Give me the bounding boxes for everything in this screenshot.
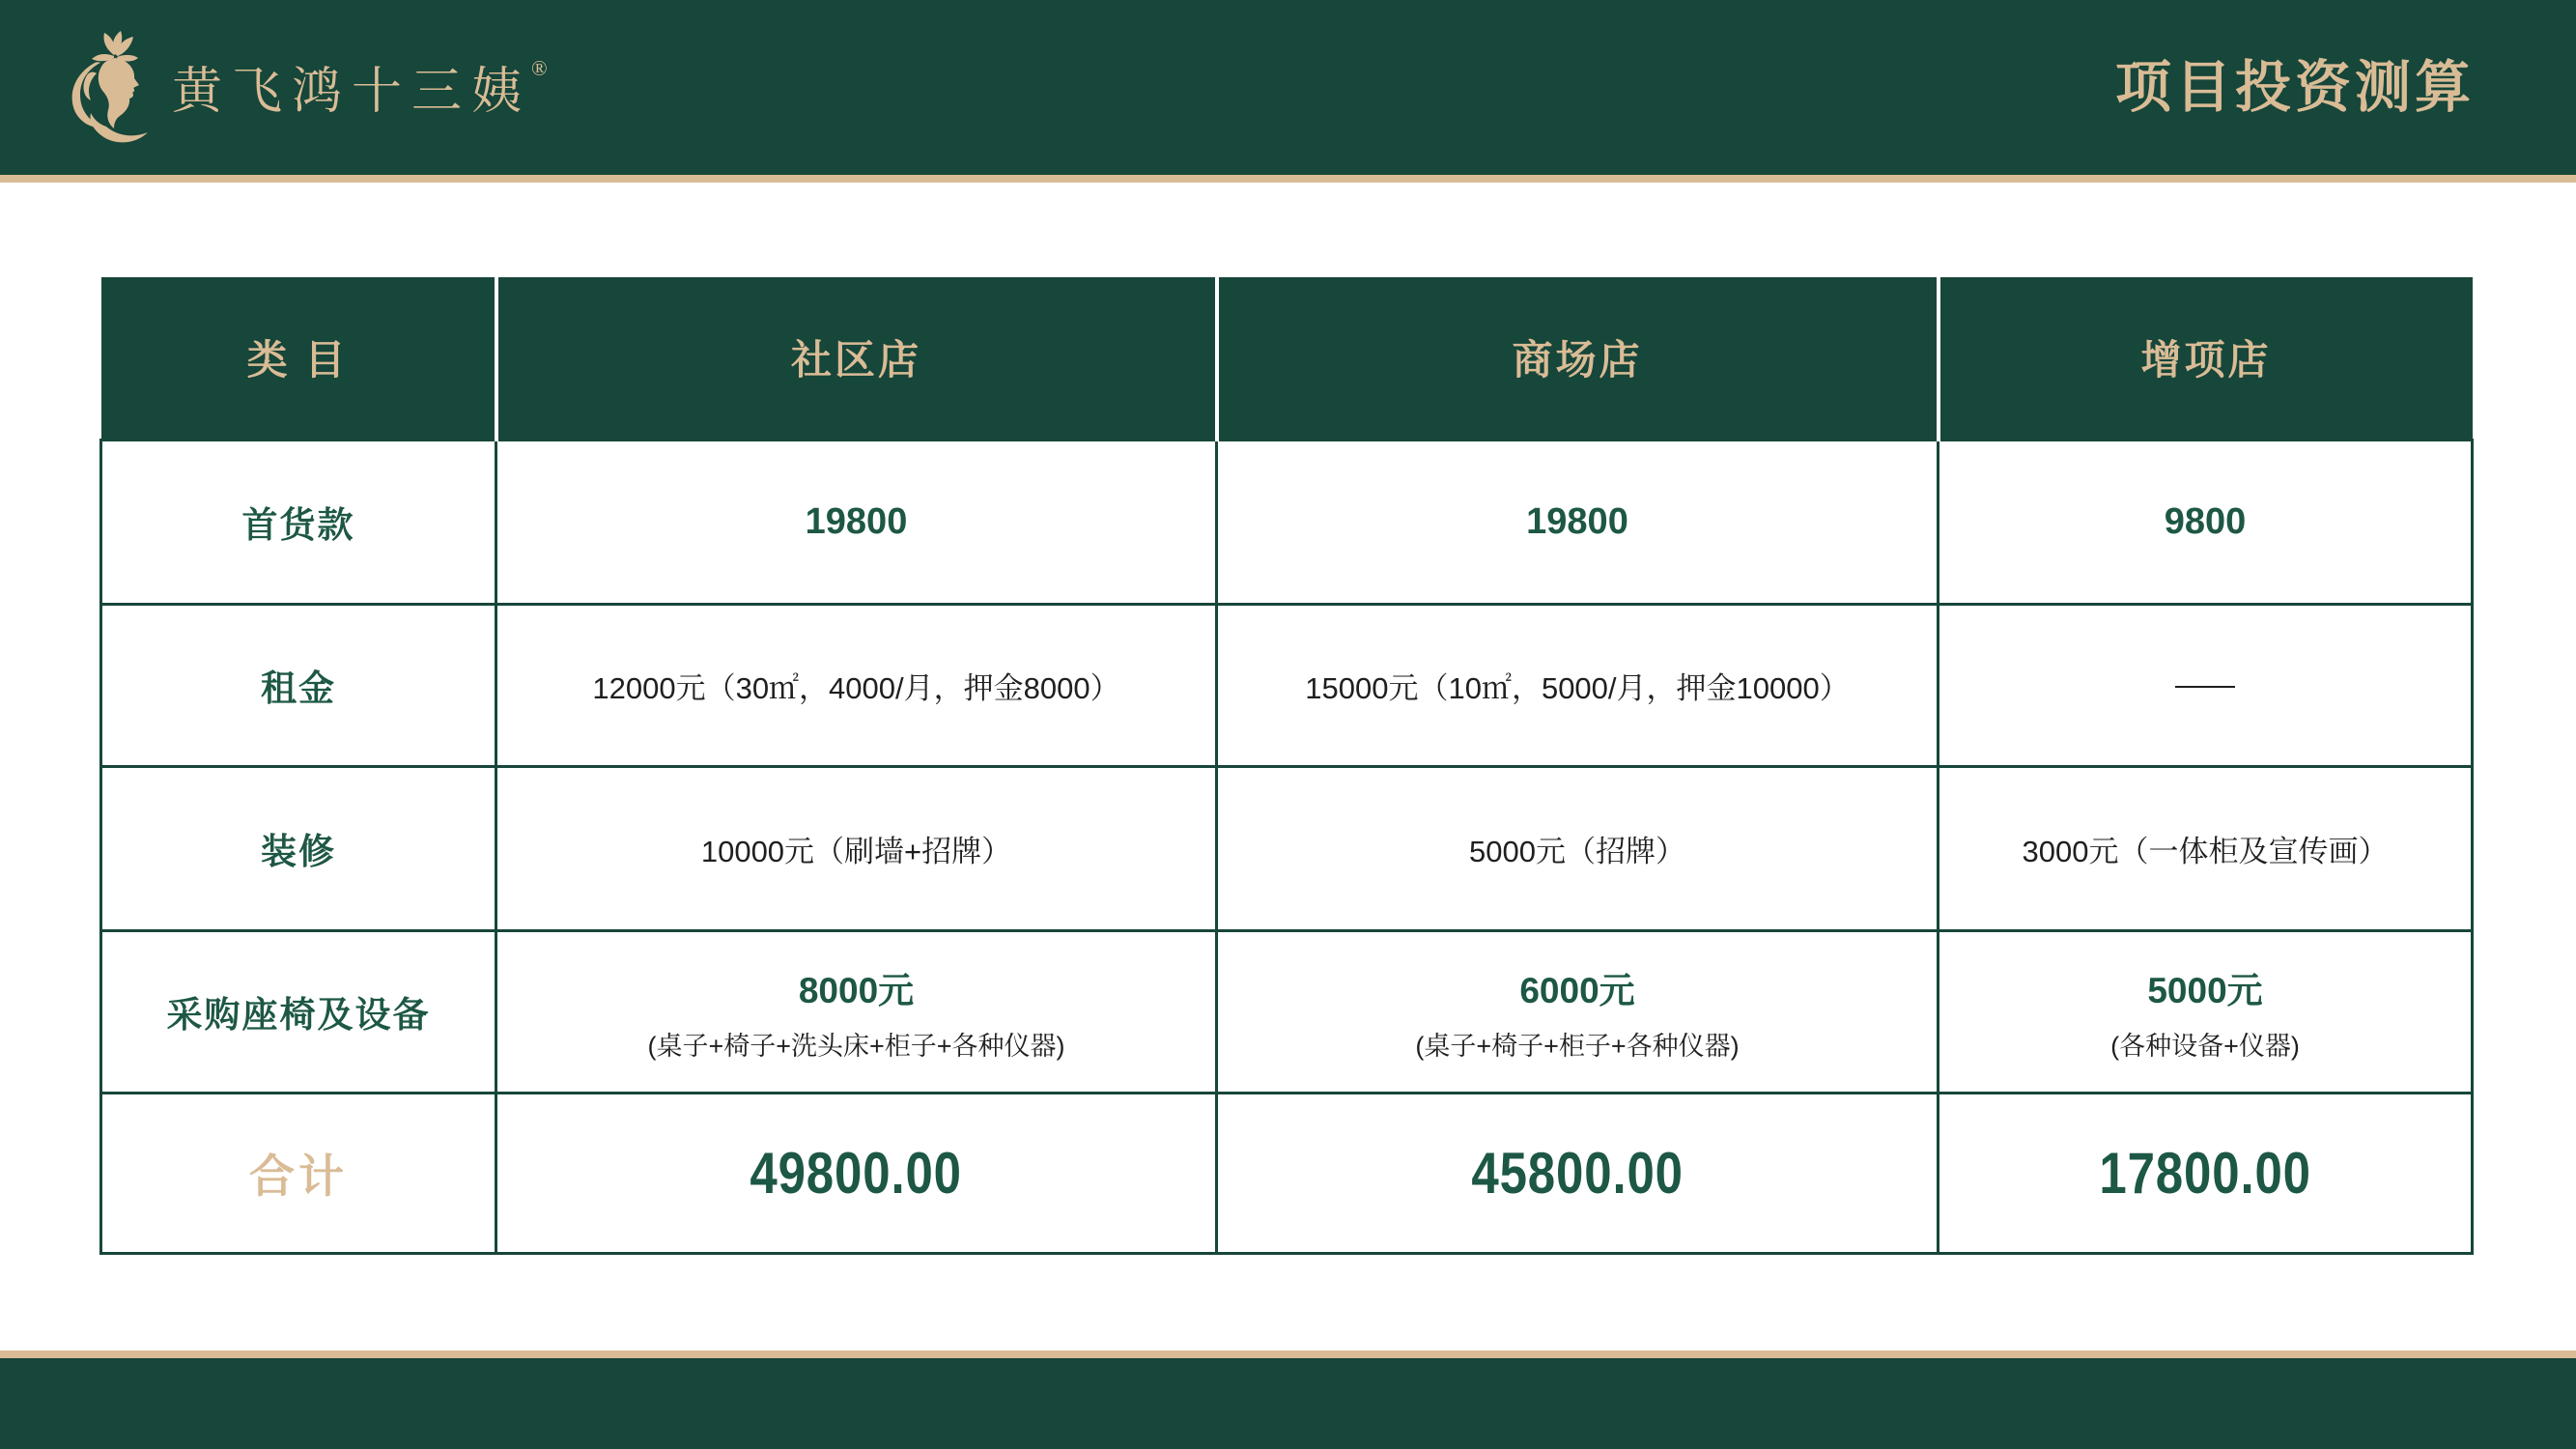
row-label: 首货款 — [101, 440, 496, 604]
row-label: 租金 — [101, 604, 496, 766]
total-amount: 49800.00 — [750, 1140, 963, 1206]
column-header-mall-store: 商场店 — [1217, 277, 1939, 440]
equipment-cost: 6000元 — [1519, 970, 1635, 1010]
equipment-detail: (各种设备+仪器) — [2110, 1031, 2300, 1061]
registered-trademark-mark: ® — [531, 55, 548, 80]
cell-value: 10000元（刷墙+招牌） — [496, 766, 1217, 930]
cell-value: 3000元（一体柜及宣传画） — [1939, 766, 2473, 930]
cell-value: 15000元（10㎡，5000/月，押金10000） — [1217, 604, 1939, 766]
equipment-cost: 8000元 — [798, 970, 915, 1010]
total-amount: 17800.00 — [2099, 1140, 2311, 1206]
equipment-detail: (桌子+椅子+柜子+各种仪器) — [1415, 1031, 1740, 1061]
row-label: 采购座椅及设备 — [101, 930, 496, 1093]
cell-value: 19800 — [496, 440, 1217, 604]
investment-table — [99, 277, 2471, 1255]
cell-value: 5000元（招牌） — [1217, 766, 1939, 930]
cell-value — [1939, 930, 2473, 1093]
table-row-total — [101, 1093, 2473, 1253]
table-row-rent — [101, 604, 2473, 766]
cell-value — [496, 930, 1217, 1093]
brand-woman-leaf-icon — [58, 29, 155, 147]
table-header-row — [101, 277, 2473, 440]
row-label: 装修 — [101, 766, 496, 930]
cell-value: 9800 — [1939, 440, 2473, 604]
equipment-cost: 5000元 — [2147, 970, 2263, 1010]
table-row-equipment — [101, 930, 2473, 1093]
total-amount: 45800.00 — [1471, 1140, 1684, 1206]
total-row-label: 合计 — [101, 1093, 496, 1253]
table-row-decoration — [101, 766, 2473, 930]
column-header-category: 类 目 — [101, 277, 496, 440]
top-brand-bar — [0, 0, 2576, 183]
cell-value: 19800 — [1217, 440, 1939, 604]
total-cell — [1217, 1093, 1939, 1253]
total-cell — [1939, 1093, 2473, 1253]
column-header-community-store: 社区店 — [496, 277, 1217, 440]
column-header-addon-store: 增项店 — [1939, 277, 2473, 440]
table-row-first-stock — [101, 440, 2473, 604]
cell-value: —— — [1939, 604, 2473, 766]
brand-name: 黄飞鸿十三姨® — [172, 55, 548, 120]
brand-logo — [58, 29, 548, 147]
page-title: 项目投资测算 — [2114, 55, 2475, 119]
bottom-accent-bar — [0, 1350, 2576, 1449]
cell-value — [1217, 930, 1939, 1093]
cell-value: 12000元（30㎡，4000/月，押金8000） — [496, 604, 1217, 766]
total-cell — [496, 1093, 1217, 1253]
equipment-detail: (桌子+椅子+洗头床+柜子+各种仪器) — [647, 1031, 1065, 1061]
